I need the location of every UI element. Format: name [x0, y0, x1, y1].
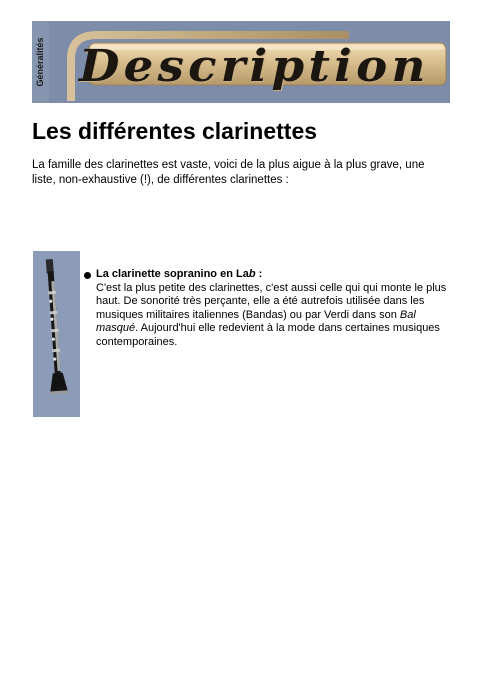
entry-description: C'est la plus petite des clarinettes, c'est aussi celle qui qui monte le plus haut. De sonorité très perçante, elle a été autrefois utilisée dans les musiques militaires italiennes (Bandas) ou par Verdi dans son Bal masqué. Aujourd'hui elle redevient à la mode dans certaines musiques contemporaines. — [96, 281, 447, 348]
clarinet-photo — [33, 251, 80, 417]
page-title: Les différentes clarinettes — [32, 118, 318, 144]
banner-side-label: Généralités — [35, 37, 45, 87]
list-item — [84, 268, 454, 349]
header-banner — [32, 21, 450, 103]
banner-side-tab — [32, 21, 49, 103]
intro-paragraph: La famille des clarinettes est vaste, voici de la plus aigue à la plus grave, une liste, non-exhaustive (!), de différentes clarinettes : — [32, 159, 425, 186]
banner-title: Description — [79, 41, 430, 92]
clarinet-icon — [33, 251, 80, 417]
entry-title: La clarinette sopranino en Lab : — [96, 268, 263, 280]
bullet-icon — [84, 272, 91, 279]
